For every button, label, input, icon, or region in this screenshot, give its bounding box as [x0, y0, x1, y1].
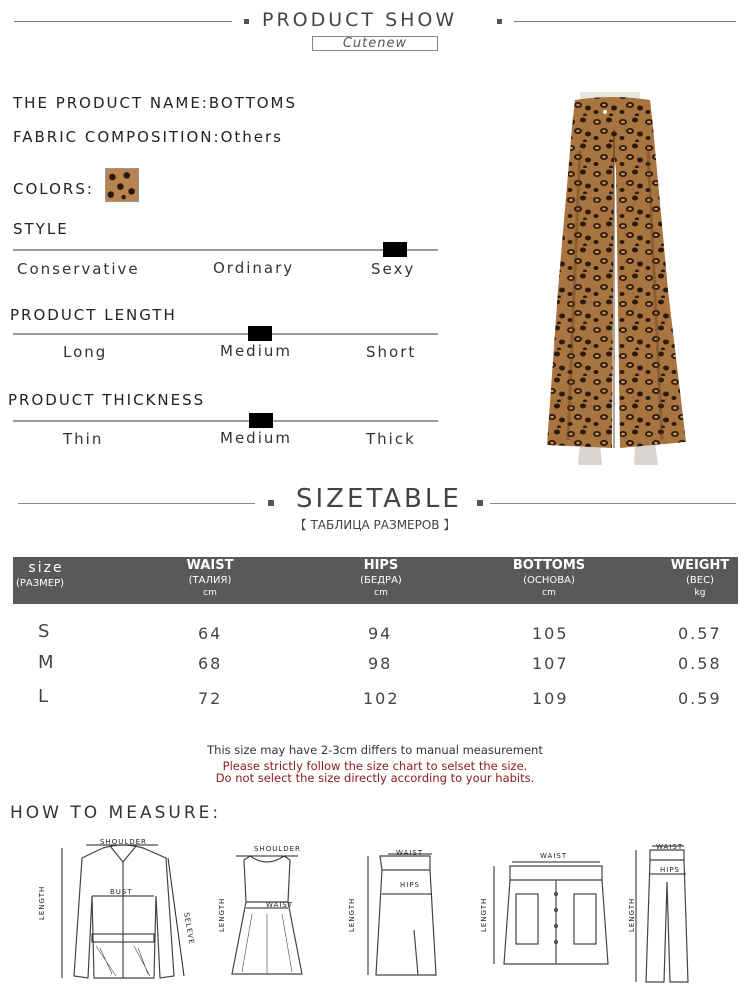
product-image [540, 90, 690, 470]
length-marker [248, 326, 272, 341]
length-title: PRODUCT LENGTH [10, 306, 177, 324]
dress-shoulder-label: SHOULDER [254, 845, 301, 853]
shorts-waist-label: WAIST [540, 852, 568, 860]
sizetable-line-right [490, 503, 736, 504]
product-name: THE PRODUCT NAME:BOTTOMS [13, 94, 298, 112]
header-title: PRODUCT SHOW [262, 9, 458, 31]
style-title: STYLE [13, 220, 69, 238]
row-l-weight: 0.59 [678, 689, 722, 708]
shorts-length-label: LENGTH [480, 897, 488, 932]
row-l-waist: 72 [198, 689, 223, 708]
row-s-hips: 94 [368, 624, 393, 643]
colors-label: COLORS: [13, 180, 94, 198]
thickness-marker [249, 413, 273, 428]
jacket-bust-label: BUST [110, 888, 133, 896]
sizetable-dot-right [477, 500, 483, 506]
color-swatch-leopard[interactable] [105, 168, 139, 202]
jacket-length-label: LENGTH [38, 885, 46, 920]
length-option-medium: Medium [220, 342, 292, 360]
skirt-length-label: LENGTH [348, 897, 356, 932]
note-habits: Do not select the size directly according to your habits. [215, 771, 535, 785]
header-line-right [514, 21, 736, 22]
style-option-ordinary: Ordinary [213, 259, 295, 277]
row-s-waist: 64 [198, 624, 223, 643]
col-size: size (РАЗМЕР) [16, 560, 65, 589]
row-l-hips: 102 [363, 689, 400, 708]
col-bottoms: BOTTOMS (ОСНОВА) cm [512, 558, 586, 598]
pants-diagram-icon [630, 842, 700, 990]
header-dot-left [244, 19, 249, 24]
dress-diagram-icon [222, 844, 312, 984]
skirt-diagram-icon [362, 850, 452, 985]
pants-waist-label: WAIST [656, 843, 684, 851]
style-marker [383, 242, 407, 257]
style-option-conservative: Conservative [17, 260, 140, 278]
how-to-measure-title: HOW TO MEASURE: [10, 803, 222, 823]
sizetable-dot-left [268, 500, 274, 506]
jacket-sleeve-label: SELEVE [182, 912, 196, 946]
sizetable-line-left [18, 503, 255, 504]
sizetable-subtitle: 【 ТАБЛИЦА РАЗМЕРОВ 】 [294, 518, 456, 532]
row-l-bottoms: 109 [532, 689, 569, 708]
row-m-hips: 98 [368, 654, 393, 673]
row-m-size: M [38, 652, 56, 673]
skirt-hips-label: HIPS [400, 881, 420, 889]
style-scale [13, 249, 438, 251]
length-option-short: Short [366, 343, 417, 361]
row-s-size: S [38, 621, 52, 642]
leopard-pants-icon [540, 90, 690, 470]
shorts-diagram-icon [490, 854, 620, 979]
dress-waist-label: WAIST [266, 901, 294, 909]
col-waist: WAIST (ТАЛИЯ) cm [186, 558, 234, 598]
note-follow-chart: Please strictly follow the size chart to selset the size. [222, 759, 528, 773]
col-weight: WEIGHT (ВЕС) kg [670, 558, 730, 598]
sizetable-title: SIZETABLE [296, 484, 462, 514]
thickness-option-thin: Thin [63, 430, 104, 448]
row-m-bottoms: 107 [532, 654, 569, 673]
pants-length-label: LENGTH [628, 897, 636, 932]
note-measurement: This size may have 2-3cm differs to manual measurement [207, 743, 543, 757]
jacket-diagram-icon [48, 836, 198, 986]
row-m-waist: 68 [198, 654, 223, 673]
pants-hips-label: HIPS [660, 866, 680, 874]
skirt-waist-label: WAIST [396, 849, 424, 857]
thickness-scale [13, 420, 438, 422]
fabric-composition: FABRIC COMPOSITION:Others [13, 128, 283, 146]
thickness-option-medium: Medium [220, 429, 292, 447]
jacket-shoulder-label: SHOULDER [100, 838, 147, 846]
header-dot-right [497, 19, 502, 24]
length-option-long: Long [63, 343, 108, 361]
row-m-weight: 0.58 [678, 654, 722, 673]
length-scale [13, 333, 438, 335]
row-l-size: L [38, 686, 51, 707]
thickness-title: PRODUCT THICKNESS [8, 391, 206, 409]
header-line-left [14, 21, 232, 22]
thickness-option-thick: Thick [366, 430, 416, 448]
dress-length-label: LENGTH [218, 897, 226, 932]
row-s-weight: 0.57 [678, 624, 722, 643]
style-option-sexy: Sexy [371, 260, 416, 278]
row-s-bottoms: 105 [532, 624, 569, 643]
col-hips: HIPS (БЕДРА) cm [360, 558, 402, 598]
brand-label: Cutenew [312, 36, 438, 51]
